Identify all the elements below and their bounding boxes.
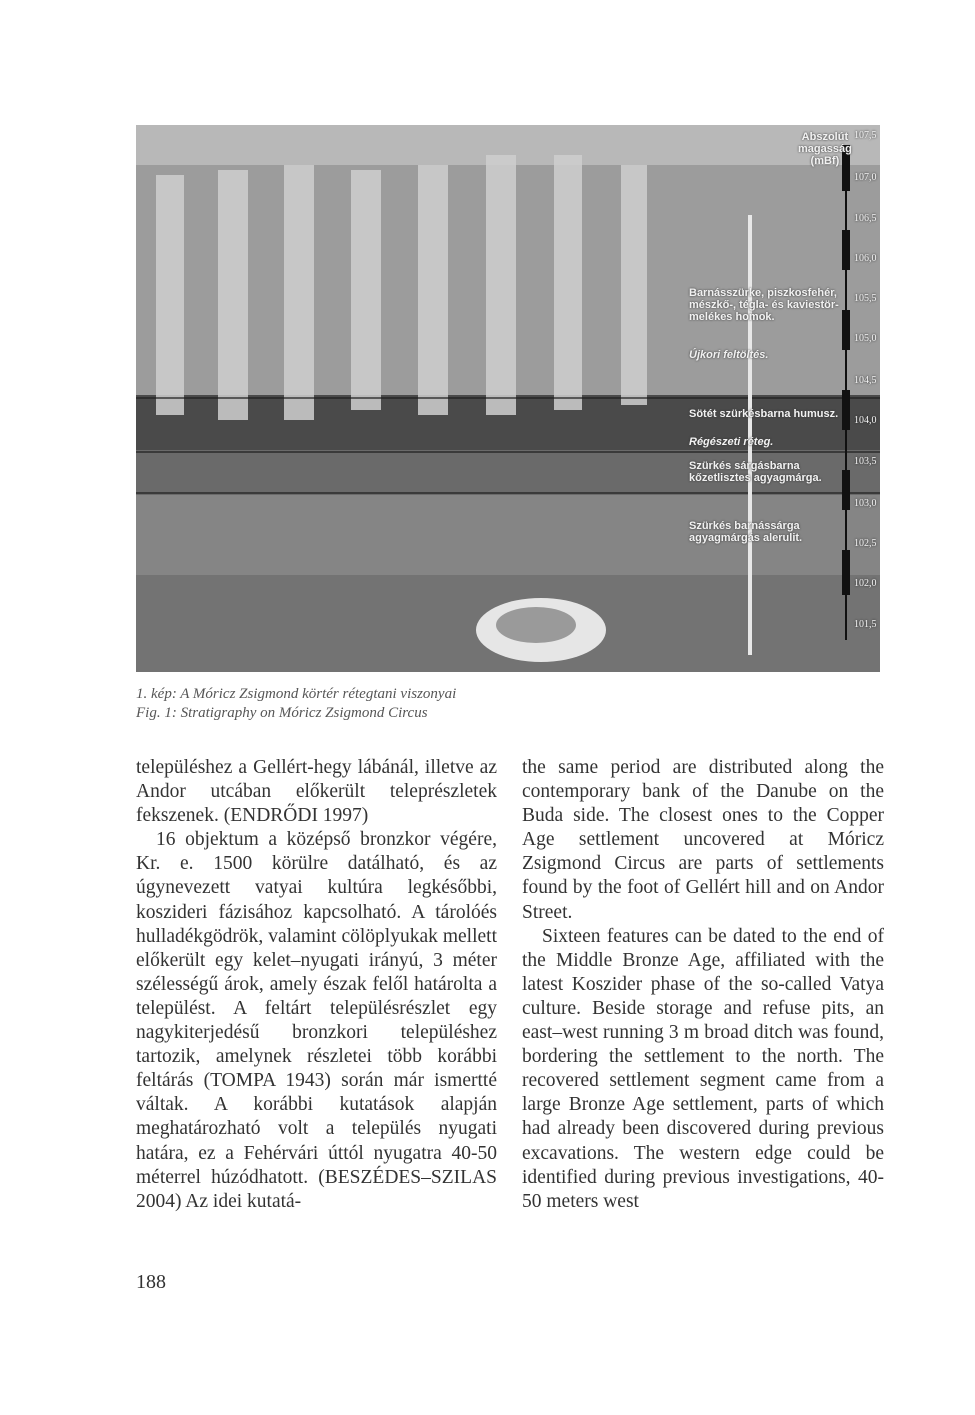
scale-title-line3: (mBf) <box>810 155 840 167</box>
layer-label-aleurite-line2: agyagmárgás alerulit. <box>689 532 803 544</box>
scale-tick-label: 101,5 <box>854 619 877 630</box>
scale-tick-label: 104,0 <box>854 415 877 426</box>
photo-drawing <box>136 125 880 672</box>
layer-label-modern-fill: Újkori feltöltés. <box>689 349 769 361</box>
left-column <box>136 756 497 1214</box>
layer-label-aleurite <box>689 520 802 544</box>
figure-caption-hu: 1. kép: A Móricz Zsigmond körtér rétegtani viszonyai <box>136 686 457 702</box>
layer-label-aleurite-line1: Szürkés barnássárga <box>689 520 800 532</box>
scale-tick-label: 103,5 <box>854 456 877 467</box>
scale-tick-label: 107,5 <box>854 130 877 141</box>
page-number: 188 <box>136 1271 166 1293</box>
layer-label-humus: Sötét szürkésbarna humusz. <box>689 408 839 420</box>
layer-label-marl <box>689 460 822 484</box>
scale-tick-label: 104,5 <box>854 375 877 386</box>
scale-tick-label: 102,0 <box>854 578 877 589</box>
scale-tick-label: 107,0 <box>854 172 877 183</box>
paragraph: the same period are distributed along the contemporary bank of the Danube on the Buda side. The closest ones to the Copper Age settlement uncovered at Móricz Zsigmond Circus are parts of settlements found by the foot of Gellért hill and on Andor Street. <box>522 757 884 923</box>
layer-label-marl-line2: kőzetlisztes agyagmárga. <box>689 472 822 484</box>
layer-label-marl-line1: Szürkés sárgásbarna <box>689 460 800 472</box>
paragraph: településhez a Gellért-hegy lábánál, illetve az Andor utcában előkerült teleprészletek fekszenek. (ENDRŐDI 1997) <box>136 757 497 827</box>
layer-label-fill <box>689 287 839 323</box>
layer-label-fill-line2: mészkő-, tégla- és kaviestör- <box>689 299 839 311</box>
scale-title-line1: Abszolút <box>801 131 849 143</box>
layer-label-fill-line3: melékes homok. <box>689 311 775 323</box>
scale-tick-label: 106,0 <box>854 253 877 264</box>
right-column <box>522 756 884 1214</box>
scale-tick-label: 106,5 <box>854 213 877 224</box>
scale-title-line2: magasság <box>798 143 852 155</box>
paragraph: 16 objektum a középső bronzkor végére, Kr. e. 1500 körülre datálható, és az úgynevezett vatyai kultúra legkésőbbi, koszideri fázisához kapcsolható. A tárolóés hulladékgödrök, valamint cölöplyukak mellett előkerült egy kelet–nyugati irányú, 3 méter szélességű árok, amely észak felől határolta a települést. A feltárt településrészlet egy nagykiterjedésű bronzkori településhez tartozik, amelynek részletei több korábbi feltárás (TOMPA 1943) során már ismertté váltak. A korábbi kutatások alapján meghatározható volt a település nyugati határa, ez a Fehérvári úttól nyugatra 40-50 méterrel húzódhatott. (BESZÉDES–SZILAS 2004) Az idei kutatá- <box>136 829 497 1212</box>
paragraph: Sixteen features can be dated to the end of the Middle Bronze Age, affiliated with the latest Koszider phase of the so-called Vatya culture. Beside storage and refuse pits, an east–west running 3 m broad ditch was found, bordering the settlement to the north. The recovered settlement segment came from a large Bronze Age settlement, parts of which had already been discovered during previous excavations. The western edge could be identified during previous investigations, 40-50 meters west <box>522 925 884 1212</box>
scale-tick-label: 105,0 <box>854 333 877 344</box>
scale-tick-label: 102,5 <box>854 538 877 549</box>
figure-caption-en: Fig. 1: Stratigraphy on Móricz Zsigmond Circus <box>136 705 428 721</box>
scale-tick-label: 105,5 <box>854 293 877 304</box>
layer-label-archaeological: Régészeti réteg. <box>689 436 774 448</box>
scale-tick-label: 103,0 <box>854 498 877 509</box>
stratigraphy-photo <box>136 125 880 672</box>
scale-title <box>798 131 852 167</box>
layer-label-fill-line1: Barnásszürke, piszkosfehér, <box>689 287 837 299</box>
